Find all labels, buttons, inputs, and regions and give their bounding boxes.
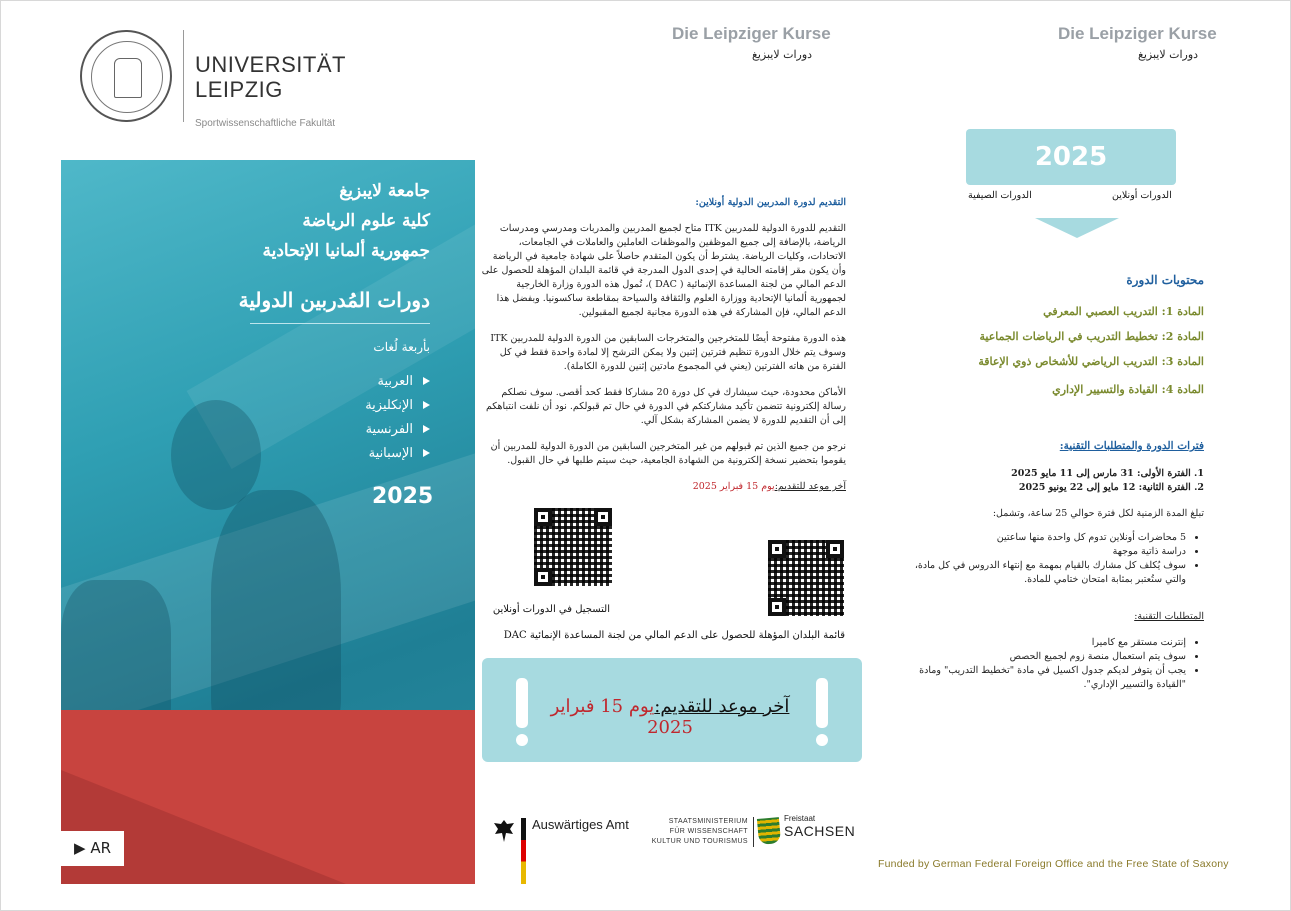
- cover-title: جامعة لايبزيغ كلية علوم الرياضة جمهورية ألمانيا الإتحادية: [262, 181, 430, 261]
- funding-note: Funded by German Federal Foreign Office and the Free State of Saxony: [878, 858, 1229, 870]
- list-item: • 5 محاضرات أونلاين تدوم كل واحدة منها ساعتين: [900, 531, 1186, 545]
- summer-courses-label: الدورات الصيفية: [968, 190, 1032, 201]
- auswaertiges-amt-logo: Auswärtiges Amt: [532, 817, 629, 832]
- leipziger-kurse-arabic: دورات لايبزيغ: [1138, 48, 1199, 61]
- paragraph: التقديم للدورة الدولية للمدربين ITK متاح لجميع المدربين والمدربات ومدرسي ومدرسات الرياضة، بالإضافة إلى جميع الموظفين والموظفات العاملين والعاملات في الجامعات، الاتحادات، وكليات الرياضة. يشترط أن يكون المتقدم حاصلاً على شهادة جامعية في الرياضة وأن يكون مقر إقامته الحالية في إحدى الدول المدرجة في قائمة البلدان المؤهلة للحصول على الدعم المالي من لجنة المساعدة الإنمائية ( DAC )، تُمول هذه الدورة وزارة الخارجية لجمهورية ألمانيا الإتحادية ووزارة العلوم والثقافة والسياحة بمقاطعة ساكسونيا. وبفضل هذا الدعم المالي، فإن المشاركة في هذه الدورة مجانية لجميع المقبولين.: [481, 223, 846, 318]
- deadline-line: آخر موعد للتقديم:يوم 15 فبراير 2025: [692, 481, 846, 492]
- logo-divider: [753, 817, 754, 847]
- registration-qr-code[interactable]: [534, 508, 612, 586]
- period-item: 1. الفترة الأولى: 31 مارس إلى 11 مايو 2025: [1011, 468, 1204, 479]
- duration-intro: تبلغ المدة الزمنية لكل فترة حوالي 25 ساعة، وتشمل:: [992, 508, 1204, 519]
- exclamation-icon: [516, 678, 528, 728]
- application-heading: التقديم لدورة المدربين الدولية أونلاين:: [695, 197, 846, 208]
- paragraph: هذه الدورة مفتوحة أيضًا للمتخرجين والمتخرجات السابقين من الدورة الدولية للمدربين ITK وسوف يتم خلال الدورة تنظيم فترتين إثنين ولا يمكن الترشح إلا لمادة واحدة فقط في كل الفترة من هاته الفترتين (يعني في المجموع مادتين إثنين للدورة الكاملة).: [490, 333, 846, 372]
- languages-title: بأربعة لُغات: [373, 340, 430, 354]
- language-item: العربية: [300, 370, 430, 394]
- paragraph: الأماكن محدودة، حيث سيشارك في كل دورة 20 مشاركا فقط كحد أقصى. سوف نصلكم رسالة إلكترونية تتضمن تأكيد مشاركتكم في الدورة في حال تم قبولكم. نود أن نلفت انتباهكم إلى أن التقديم للدورة لا يضمن المشاركة بشكل آلي.: [485, 387, 846, 426]
- german-flag-bar: [521, 818, 526, 884]
- tech-title: المتطلبات التقنية:: [1134, 611, 1204, 622]
- triangle-bullet-icon: [423, 401, 430, 409]
- language-badge[interactable]: ▶ AR: [61, 831, 124, 866]
- year-box: 2025: [966, 129, 1176, 185]
- leipziger-kurse-title: Die Leipziger Kurse: [1058, 24, 1217, 43]
- qr-dac-label: قائمة البلدان المؤهلة للحصول على الدعم المالي من لجنة المساعدة الإنمائية DAC: [503, 630, 845, 641]
- qr-register-label: التسجيل في الدورات أونلاين: [492, 604, 610, 615]
- university-name: UNIVERSITÄT LEIPZIG: [195, 52, 346, 102]
- faculty-name: Sportwissenschaftliche Fakultät: [195, 118, 336, 129]
- logo-divider: [183, 30, 184, 122]
- sachsen-logo: Freistaat SACHSEN: [784, 814, 856, 839]
- university-seal-logo: [80, 30, 172, 122]
- language-item: الفرنسية: [300, 418, 430, 442]
- tech-section: [900, 610, 1204, 692]
- period-item: 2. الفترة الثانية: 12 مايو إلى 22 يونيو 2025: [1018, 482, 1204, 493]
- federal-eagle-icon: [492, 818, 516, 844]
- module-item: المادة 1: التدريب العصبي المعرفي: [1043, 305, 1204, 318]
- cover-underline: [250, 323, 430, 324]
- cover-subtitle: دورات المُدربين الدولية: [238, 288, 430, 312]
- cover-year: 2025: [372, 484, 434, 509]
- module-item: المادة 4: القيادة والتسيير الإداري: [1052, 383, 1204, 396]
- play-triangle-icon: ▶: [73, 839, 86, 857]
- list-item: • سوف يتم استعمال منصة زوم لجميع الحصص: [900, 650, 1186, 664]
- application-info: [480, 196, 846, 506]
- language-item: الإنكليزية: [300, 394, 430, 418]
- saxony-crest-icon: [757, 817, 781, 845]
- periods-list: [960, 467, 1204, 495]
- leipziger-kurse-arabic: دورات لايبزيغ: [752, 48, 813, 61]
- list-item: • يجب أن يتوفر لديكم جدول اكسيل في مادة "تخطيط التدريب" ومادة "القيادة والتسيير الإداري".: [900, 664, 1186, 692]
- periods-title: فترات الدورة والمتطلبات التقنية:: [1059, 440, 1204, 452]
- course-contents-title: محتويات الدورة: [1126, 273, 1204, 287]
- exclamation-icon: [816, 678, 828, 728]
- triangle-bullet-icon: [423, 425, 430, 433]
- deadline-callout-text: آخر موعد للتقديم:يوم 15 فبراير 2025: [550, 696, 790, 738]
- language-item: الإسبانية: [300, 442, 430, 466]
- duration-section: [900, 507, 1204, 587]
- triangle-bullet-icon: [423, 377, 430, 385]
- module-item: المادة 2: تخطيط التدريب في الرياضات الجماعية: [979, 330, 1204, 343]
- smwk-logo-text: STAATSMINISTERIUM FÜR WISSENSCHAFT KULTUR UND TOURISMUS: [651, 818, 748, 845]
- languages-list: [300, 370, 430, 466]
- list-item: • دراسة ذاتية موجهة: [900, 545, 1186, 559]
- module-item: المادة 3: التدريب الرياضي للأشخاص ذوي الإعاقة: [978, 355, 1204, 368]
- online-courses-label: الدورات أونلاين: [1112, 190, 1172, 201]
- down-arrow-icon: [1035, 218, 1119, 238]
- modules-list: [960, 305, 1204, 408]
- list-item: • إنترنت مستقر مع كاميرا: [900, 636, 1186, 650]
- dac-list-qr-code[interactable]: [768, 540, 844, 616]
- triangle-bullet-icon: [423, 449, 430, 457]
- leipziger-kurse-title: Die Leipziger Kurse: [672, 24, 831, 43]
- list-item: • سوف يُكلف كل مشارك بالقيام بمهمة مع إنتهاء الدروس في كل مادة، والتي ستُعتبر بمثابة امتحان ختامي للمادة.: [900, 559, 1186, 587]
- paragraph: نرجو من جميع الذين تم قبولهم من غير المتخرجين السابقين من الدورة الدولية للمدربين أن يقوموا بتحضير نسخة إلكترونية من الشهادة الجامعية، حيث سيتم طلبها في حال القبول.: [490, 441, 846, 466]
